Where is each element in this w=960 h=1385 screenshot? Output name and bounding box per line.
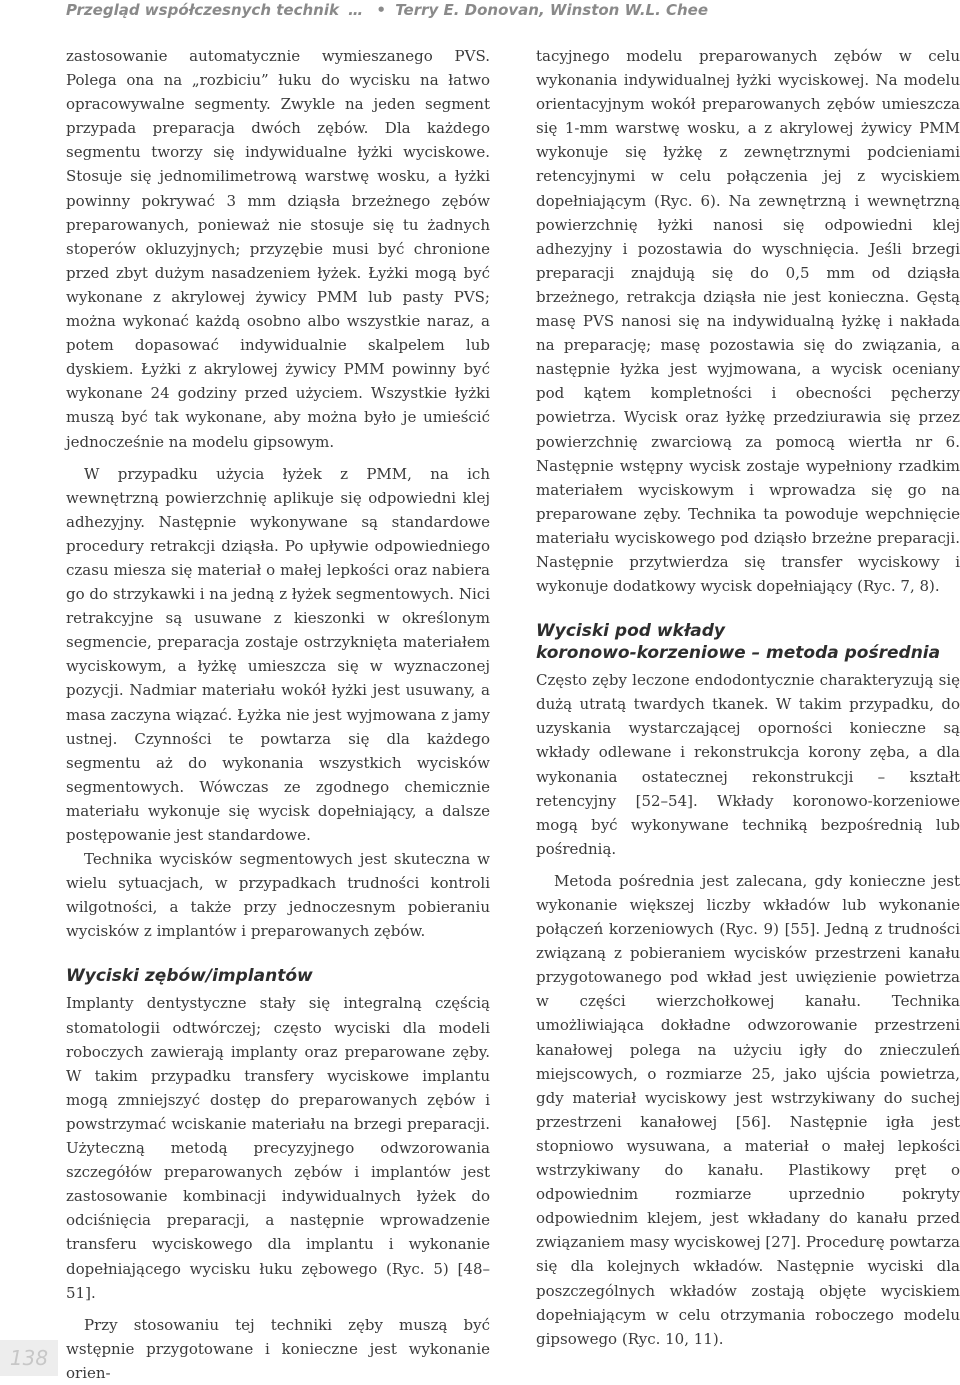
section-heading-post-core-impressions — [536, 620, 960, 664]
left-paragraph-4: Implanty dentystyczne stały się integralną częścią stomatologii odtwórczej; często wyciski dla modeli roboczych zawierają implanty oraz preparowane zęby. W takim przypadku transfery wyciskowe implantu mogą zmniejszyć dostęp do preparowanych zębów i powstrzymać wciskanie materiału na brzegi preparacji. Użyteczną metodą precyzyjnego odwzorowania szczegółów preparowanych zębów i implantów jest zastosowanie kombinacji indywidualnych łyżek do odciśnięcia preparacji, a następnie wprowadzenie transferu wyciskowego dla implantu i wykonanie dopełniającego wycisku łuku zębowego (Ryc. 5) [48–51]. — [66, 994, 490, 1302]
right-paragraph-2: Często zęby leczone endodontycznie charakteryzują się dużą utratą twardych tkanek. W takim przypadku, do uzyskania wystarczającej oporności konieczne są wkłady odlewane i rekonstrukcja korony zęba, a dla wykonania ostatecznej rekonstrukcji – kształt retencyjny [52–54]. Wkłady koronowo-korzeniowe mogą być wykonywane techniką bezpośrednią lub pośrednią. — [536, 671, 960, 858]
running-header — [66, 0, 946, 30]
heading-line-1: Wyciski pod wkłady — [536, 621, 725, 642]
left-paragraph-2: W przypadku użycia łyżek z PMM, na ich wewnętrzną powierzchnię aplikuje się odpowiedni klej adhezyjny. Następnie wykonywane są standardowe procedury retrakcji dziąsła. Po upływie odpowiedniego czasu miesza się materiał o małej lepkości oraz nabiera go do strzykawki i na jedną z łyżek segmentowych. Nici retrakcyjne są usuwane z kieszonki w określonym segmencie, preparacja zostaje ostrzyknięta materiałem wyciskowym, a łyżkę umieszcza się w wyznaczonej pozycji. Nadmiar materiału wokół łyżki jest usuwany, a masa zaczyna wiązać. Łyżka nie jest wyjmowana z jamy ustnej. Czynności te powtarza się dla każdego segmentu aż do wykonania wszystkich wycisków segmentowych. Wówczas ze zgodnego chemicznie materiału wykonuje się wycisk dopełniający, a dalsze postępowanie jest standardowe. — [66, 464, 490, 844]
right-paragraph-3: Metoda pośrednia jest zalecana, gdy konieczne jest wykonanie większej liczby wkładów lub wykonanie połączeń korzeniowych (Ryc. 9) [55]. Jedną z trudności związaną z pobieraniem wycisków przestrzeni kanału przygotowanego pod wkład jest uwięzienie powietrza w części wierzchołkowej kanału. Technika umożliwiająca dokładne odwzorowanie przestrzeni kanałowej polega na użyciu igły do znieczuleń miejscowych, o rozmiarze 25, jako ujścia powietrza, gdy materiał wyciskowy jest wstrzykiwany do suchej przestrzeni kanałowej [56]. Następnie igła jest stopniowo wysuwana, a materiał o małej lepkości wstrzykiwany do kanału. Plastikowy pręt o odpowiednim rozmiarze uprzednio pokryty odpowiednim klejem, jest wkładany do kanału przed związaniem masy wyciskowej [27]. Procedurę powtarza się dla kolejnych wkładów. Następnie wyciski dla poszczególnych wkładów zostają objęte wyciskiem dopełniającym w celu otrzymania roboczego modelu gipsowego (Ryc. 10, 11). — [536, 871, 960, 1348]
header-bullet: • — [376, 1, 386, 19]
right-column — [536, 44, 960, 1351]
header-ellipsis: … — [348, 1, 364, 19]
heading-line-2: koronowo-korzeniowe – metoda pośrednia — [536, 643, 941, 664]
section-heading-dental-implant-impressions: Wyciski zębów/implantów — [66, 966, 313, 987]
left-paragraph-1: zastosowanie automatycznie wymieszanego PVS. Polega ona na „rozbiciu” łuku do wycisku na łatwo opracowywalne segmenty. Zwykle na jeden segment przypada preparacja dwóch zębów. Dla każdego segmentu tworzy się indywidualne łyżki wyciskowe. Stosuje się jednomilimetrową warstwę wosku, a łyżki powinny pokrywać 3 mm dziąsła brzeżnego zębów preparowanych, ponieważ nie stosuje się tu żadnych stoperów okluzyjnych; przyzębie musi być chronione przed zbyt dużym nasadzeniem łyżek. Łyżki mogą być wykonane z akrylowej żywicy PMM lub pasty PVS; można wykonać każdą osobno albo wszystkie naraz, a potem dopasować indywidualnie skalpelem lub dyskiem. Łyżki z akrylowej żywicy PMM powinny być wykonane 24 godziny przed użyciem. Wszystkie łyżki muszą być tak wykonane, aby można było je umieścić jednocześnie na modelu gipsowym. — [66, 47, 490, 451]
page-number: 138 — [0, 1340, 58, 1376]
left-paragraph-5: Przy stosowaniu tej techniki zęby muszą być wstępnie przygotowane i konieczne jest wykonanie orien- — [66, 1315, 490, 1382]
right-paragraph-1: tacyjnego modelu preparowanych zębów w celu wykonania indywidualnej łyżki wyciskowej. Na modelu orientacyjnym wokół preparowanych zębów umieszcza się 1-mm warstwę wosku, a z akrylowej żywicy PMM wykonuje się łyżkę z zewnętrznymi podcieniami retencyjnymi w celu połączenia jej z wyciskiem dopełniającym (Ryc. 6). Na zewnętrzną i wewnętrzną powierzchnię łyżki nanosi się odpowiedni klej adhezyjny i pozostawia do wyschnięcia. Jeśli brzegi preparacji znajdują się do 0,5 mm od dziąsła brzeżnego, retrakcja dziąsła nie jest konieczna. Gęstą masę PVS nanosi się na indywidualną łyżkę i nakłada na preparację; masę pozostawia się do związania, a następnie łyżka jest wyjmowana, a wycisk oceniany pod kątem kompletności i obecności pęcherzy powietrza. Wycisk oraz łyżkę przedziurawia się przez powierzchnię zwarciową za pomocą wiertła nr 6. Następnie wstępny wycisk zostaje wypełniony rzadkim materiałem wyciskowym i wprowadza się go na preparowane zęby. Technika ta powoduje wepchnięcie materiału wyciskowego pod dziąsło brzeżne preparacji. Następnie przytwierdza się transfer wyciskowy i wykonuje dodatkowy wycisk dopełniający (Ryc. 7, 8). — [536, 47, 960, 596]
journal-title: Przegląd współczesnych technik — [66, 1, 339, 19]
left-paragraph-3: Technika wycisków segmentowych jest skuteczna w wielu sytuacjach, w przypadkach trudności kontroli wilgotności, a także przy jednoczesnym pobieraniu wycisków z implantów i preparowanych zębów. — [66, 850, 490, 941]
header-authors: Terry E. Donovan, Winston W.L. Chee — [395, 1, 709, 19]
left-column — [66, 44, 490, 1385]
